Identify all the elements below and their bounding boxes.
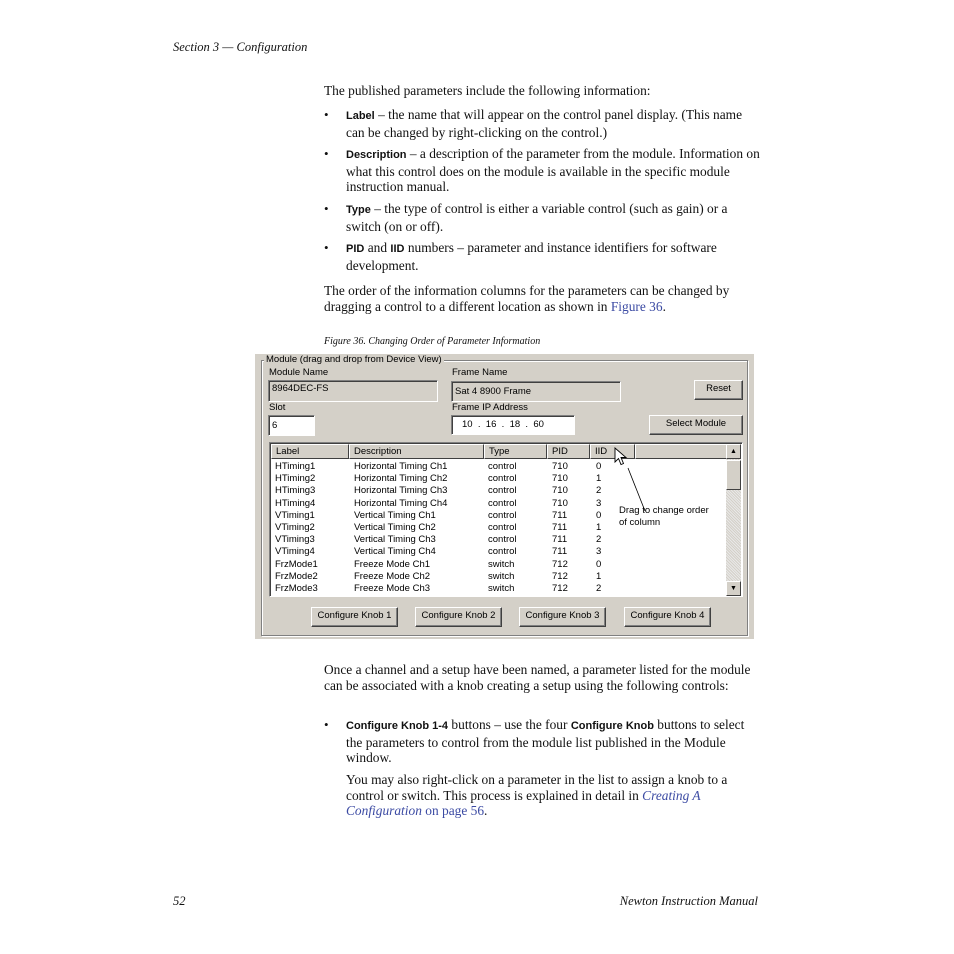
row-type: control <box>488 485 517 497</box>
row-type: switch <box>488 570 515 582</box>
row-label: VTiming3 <box>275 534 315 546</box>
bullet-marker: • <box>324 717 329 732</box>
scroll-down-arrow-icon[interactable]: ▼ <box>726 581 741 596</box>
creating-configuration-link[interactable]: Creating A Configuration <box>346 787 701 818</box>
bullet-term: PID <box>346 243 365 255</box>
bullet-term: Label <box>346 110 375 122</box>
table-row[interactable] <box>270 546 630 558</box>
table-row[interactable] <box>270 522 630 534</box>
row-description: Horizontal Timing Ch4 <box>354 497 448 509</box>
row-pid: 712 <box>552 570 568 582</box>
bullet-marker: • <box>324 240 329 255</box>
row-iid: 3 <box>596 546 602 558</box>
row-pid: 711 <box>552 534 568 546</box>
row-iid: 1 <box>596 473 602 485</box>
slot-field[interactable]: 6 <box>268 415 315 436</box>
drag-annotation-line2: of column <box>619 517 661 528</box>
row-label: VTiming4 <box>275 546 315 558</box>
bullet-marker: • <box>324 107 329 122</box>
ip-dot: . <box>522 419 531 430</box>
row-description: Vertical Timing Ch2 <box>354 522 436 533</box>
row-label: FrzMode2 <box>275 570 318 582</box>
figure-36-link[interactable]: Figure 36 <box>610 298 663 314</box>
frame-name-label: Frame Name <box>452 367 508 378</box>
table-row[interactable] <box>270 583 630 595</box>
bullet-type <box>324 201 760 234</box>
drag-annotation-line1: Drag to change order <box>619 505 709 516</box>
order-end: . <box>662 298 666 314</box>
bullet-term: Configure Knob <box>570 720 654 732</box>
table-row[interactable] <box>270 485 630 497</box>
module-window-screenshot <box>255 354 754 639</box>
row-pid: 710 <box>552 473 568 485</box>
bullet-text: – a description of the parameter from the module. Information on what this control does on the module is available in the specific module instruction manual. <box>346 146 760 194</box>
bullet-pid-iid <box>324 240 760 273</box>
column-header-iid[interactable]: IID <box>590 444 635 459</box>
page-56-link[interactable]: on page 56 <box>425 803 485 818</box>
column-header-empty <box>635 444 729 459</box>
row-type: control <box>488 546 517 558</box>
configure-knob-3-button[interactable]: Configure Knob 3 <box>519 607 606 627</box>
table-row[interactable] <box>270 461 630 473</box>
column-header-label[interactable]: Label <box>271 444 349 459</box>
bullet-text: buttons to select the parameters to control from the module list published in the Module window. <box>346 717 745 765</box>
row-iid: 0 <box>596 509 602 521</box>
bullet-text: buttons – use the four <box>451 717 568 732</box>
bullet-configure-knob <box>324 717 760 766</box>
table-row[interactable] <box>270 534 630 546</box>
drag-annotation-text <box>619 505 709 529</box>
row-pid: 710 <box>552 461 568 472</box>
row-description: Freeze Mode Ch2 <box>354 570 431 582</box>
slot-label: Slot <box>269 402 286 413</box>
row-iid: 3 <box>596 497 602 509</box>
frame-ip-label: Frame IP Address <box>452 402 528 413</box>
row-pid: 712 <box>552 583 568 594</box>
parameter-list[interactable] <box>269 442 743 597</box>
bullet-mid: and <box>367 240 388 255</box>
right-click-end: . <box>484 803 488 818</box>
row-type: switch <box>488 583 515 594</box>
row-label: FrzMode1 <box>275 558 318 570</box>
row-iid: 2 <box>596 534 602 546</box>
select-module-button[interactable]: Select Module <box>649 415 743 435</box>
row-description: Horizontal Timing Ch2 <box>354 473 448 485</box>
row-label: VTiming2 <box>275 522 315 533</box>
row-description: Vertical Timing Ch1 <box>354 509 436 521</box>
mouse-cursor-icon <box>614 447 628 467</box>
table-row[interactable] <box>270 559 630 571</box>
row-label: HTiming4 <box>275 497 316 509</box>
table-row[interactable] <box>270 510 630 522</box>
row-pid: 711 <box>552 546 568 558</box>
configure-knob-1-button[interactable]: Configure Knob 1 <box>311 607 398 627</box>
row-iid: 1 <box>596 570 602 582</box>
bullet-term: Type <box>346 204 371 216</box>
bullet-text: – the name that will appear on the control panel display. (This name can be changed by right-clicking on the control.) <box>346 107 743 140</box>
row-type: control <box>488 473 517 485</box>
row-pid: 711 <box>552 522 568 533</box>
order-text: The order of the information columns for the parameters can be changed by dragging a control to a different location as shown in <box>324 283 730 314</box>
configure-knob-2-button[interactable]: Configure Knob 2 <box>415 607 502 627</box>
module-name-field[interactable]: 8964DEC-FS <box>268 380 438 402</box>
row-iid: 2 <box>596 583 602 594</box>
ip-octet-1: 10 <box>462 419 473 430</box>
row-description: Freeze Mode Ch1 <box>354 558 431 570</box>
figure-caption: Figure 36. Changing Order of Parameter Information <box>324 336 541 347</box>
row-pid: 710 <box>552 497 568 509</box>
row-iid: 0 <box>596 558 602 570</box>
bullet-text: numbers – parameter and instance identifiers for software development. <box>346 240 717 273</box>
right-click-paragraph <box>346 772 760 819</box>
module-name-label: Module Name <box>269 367 329 378</box>
ip-dot: . <box>499 419 507 430</box>
bullet-text: – the type of control is either a variable control (such as gain) or a switch (on or off). <box>346 201 728 234</box>
row-description: Freeze Mode Ch3 <box>354 583 431 594</box>
right-click-text: You may also right-click on a parameter in the list to assign a knob to a control or switch. This process is explained in detail in <box>346 772 728 803</box>
order-paragraph <box>324 283 756 314</box>
row-type: control <box>488 534 517 546</box>
row-pid: 710 <box>552 485 568 497</box>
row-type: switch <box>488 558 515 570</box>
scroll-up-arrow-icon[interactable]: ▲ <box>726 444 741 459</box>
row-label: HTiming2 <box>275 473 316 485</box>
row-type: control <box>488 497 517 509</box>
ip-octet-3: 18 <box>509 419 521 430</box>
frame-ip-field[interactable] <box>451 415 575 435</box>
row-iid: 2 <box>596 485 602 497</box>
table-row[interactable] <box>270 571 630 583</box>
ip-dot: . <box>475 419 484 430</box>
table-row[interactable] <box>270 498 630 510</box>
footer-manual-title: Newton Instruction Manual <box>619 894 758 908</box>
column-header-type[interactable]: Type <box>484 444 547 459</box>
vertical-scrollbar[interactable] <box>726 444 741 596</box>
row-iid: 1 <box>596 522 602 533</box>
bullet-term: Description <box>346 149 407 161</box>
frame-name-field[interactable]: Sat 4 8900 Frame <box>451 381 621 402</box>
reset-button[interactable]: Reset <box>694 380 743 400</box>
row-pid: 712 <box>552 558 568 570</box>
row-description: Vertical Timing Ch4 <box>354 546 436 558</box>
page-number: 52 <box>173 894 186 908</box>
knob-intro-paragraph: Once a channel and a setup have been named, a parameter listed for the module can be associated with a knob creating a setup using the following controls: <box>324 662 751 693</box>
bullet-label <box>324 107 760 140</box>
row-label: HTiming3 <box>275 485 316 497</box>
module-group-title: Module (drag and drop from Device View) <box>266 354 442 365</box>
row-description: Horizontal Timing Ch1 <box>354 461 448 472</box>
ip-octet-4: 60 <box>533 419 544 430</box>
bullet-marker: • <box>324 146 329 161</box>
row-label: VTiming1 <box>275 509 315 521</box>
ip-octet-2: 16 <box>485 419 497 430</box>
row-iid: 0 <box>596 461 602 472</box>
column-header-pid[interactable]: PID <box>547 444 590 459</box>
configure-knob-4-button[interactable]: Configure Knob 4 <box>624 607 711 627</box>
row-type: control <box>488 461 517 472</box>
column-header-description[interactable]: Description <box>349 444 484 459</box>
scrollbar-thumb[interactable] <box>726 460 741 490</box>
intro-paragraph: The published parameters include the following information: <box>324 83 651 98</box>
row-description: Vertical Timing Ch3 <box>354 534 436 546</box>
bullet-marker: • <box>324 201 329 216</box>
bullet-description <box>324 146 760 195</box>
row-type: control <box>488 522 517 533</box>
bullet-term: Configure Knob 1-4 <box>346 720 449 732</box>
bullet-term: IID <box>390 243 405 255</box>
row-label: HTiming1 <box>275 461 316 472</box>
running-header: Section 3 — Configuration <box>173 40 308 54</box>
row-description: Horizontal Timing Ch3 <box>354 485 448 497</box>
row-label: FrzMode3 <box>275 583 318 594</box>
row-pid: 711 <box>552 509 568 521</box>
row-type: control <box>488 509 517 521</box>
table-row[interactable] <box>270 473 630 485</box>
